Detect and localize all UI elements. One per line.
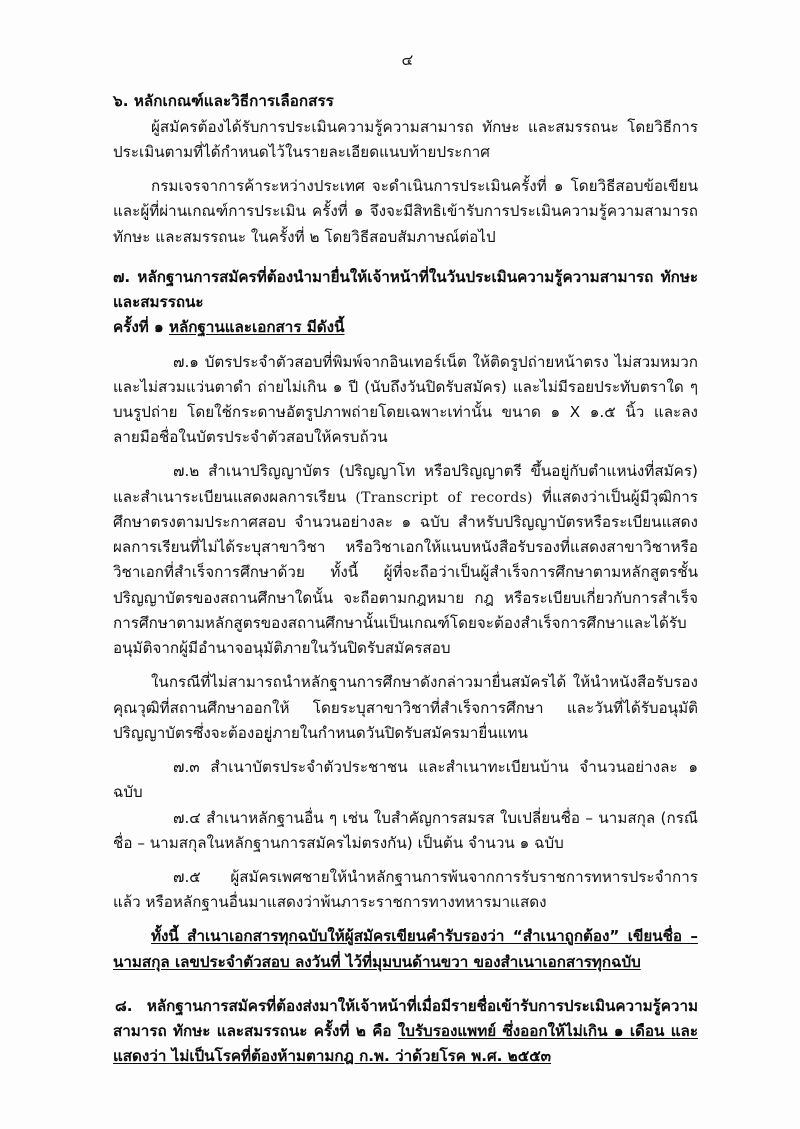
section-7-heading-prefix: ครั้งที่ ๑ [113,318,169,337]
section-7-item-7-2-note: ในกรณีที่ไม่สามารถนำหลักฐานการศึกษาดังกล่าวมายื่นสมัครได้ ให้นำหนังสือรับรองคุณวุฒิที่สถานศึกษาออกให้ โดยระบุสาขาวิชาที่สำเร็จการศึกษา และวันที่ได้รับอนุมัติปริญญาบัตรซึ่งจะต้องอยู่ภายในกำหนดวันปิดรับสมัครมายื่นแทน [113,673,698,742]
page-number: ๔ [401,51,414,69]
spacer [113,856,698,865]
section-7-heading-underlined: หลักฐานและเอกสาร มีดังนี้ [168,318,345,337]
item-7-2-text-part-1: ๗.๒ สำเนาปริญญาบัตร (ปริญญาโท หรือปริญญาตรี ขึ้นอยู่กับตำแหน่งที่สมัคร) และสำเนาระเบียนแสดงผลการเรียน [113,462,698,506]
item-7-2-transcript-label: (Transcript of records) [355,489,533,506]
section-7-heading-line-2 [113,315,698,340]
page-content [113,52,698,1070]
section-6-heading: ๖. หลักเกณฑ์และวิธีการเลือกสรร [113,92,334,111]
spacer [113,450,698,459]
section-7-item-7-2 [113,459,698,661]
spacer [113,165,698,174]
spacer [113,341,698,350]
section-7-item-7-4: ๗.๔ สำเนาหลักฐานอื่น ๆ เช่น ใบสำคัญการสมรส ใบเปลี่ยนชื่อ – นามสกุล (กรณีชื่อ – นามสกุลในหลักฐานการสมัครไม่ตรงกัน) เป็นต้น จำนวน ๑ ฉบับ [113,808,698,852]
section-8-heading [113,994,698,1070]
section-8-text-part-1: ๘. หลักฐานการสมัครที่ต้องส่งมาให้เจ้าหน้าที่เมื่อมีรายชื่อเข้ารับการประเมินความรู้ความสามารถ ทักษะ และสมรรถนะ ครั้งที่ ๒ คือ [113,996,698,1041]
emphasis-note-text: ทั้งนี้ สำเนาเอกสารทุกฉบับให้ผู้สมัครเขียนคำรับรองว่า “สำเนาถูกต้อง” เขียนชื่อ – นามสกุล เลขประจำตัวสอบ ลงวันที่ ไว้ที่มุมบนด้านขวา ของสำเนาเอกสารทุกฉบับ [113,927,698,971]
spacer [113,250,698,265]
item-7-2-text-part-2: ที่แสดงว่าเป็นผู้มีวุฒิการศึกษาตรงตามประกาศสอบ จำนวนอย่างละ ๑ ฉบับ สำหรับปริญญาบัตรหรือระเบียนแสดงผลการเรียนที่ไม่ได้ระบุสาขาวิชา หรือวิชาเอกให้แนบหนังสือรับรองที่แสดงสาขาวิชาหรือวิชาเอกที่สำเร็จการศึกษาด้วย ทั้งนี้ ผู้ที่จะถือว่าเป็นผู้สำเร็จการศึกษาตามหลักสูตรชั้นปริญญาบัตรของสถานศึกษาใดนั้น จะถือตามกฎหมาย กฎ หรือระเบียบเกี่ยวกับการสำเร็จการศึกษาตามหลักสูตรของสถานศึกษานั้นเป็นเกณฑ์โดยจะต้องสำเร็จการศึกษาและได้รับอนุมัติจากผู้มีอำนาจอนุมัติภายในวันปิดรับสมัครสอบ [113,487,698,658]
section-6-paragraph-2: กรมเจรจาการค้าระหว่างประเทศ จะดำเนินการประเมินครั้งที่ ๑ โดยวิธีสอบข้อเขียน และผู้ที่ผ่านเกณฑ์การประเมิน ครั้งที่ ๑ จึงจะมีสิทธิเข้ารับการประเมินความรู้ความสามารถ ทักษะ และสมรรถนะ ในครั้งที่ ๒ โดยวิธีสอบสัมภาษณ์ต่อไป [113,177,698,246]
spacer [113,746,698,755]
section-8-underlined-text: ใบรับรองแพทย์ ซึ่งออกให้ไม่เกิน ๑ เดือน และแสดงว่า ไม่เป็นโรคที่ต้องห้ามตามกฎ ก.พ. ว่าด้วยโรค พ.ศ. ๒๕๕๓ [113,1022,698,1066]
section-7-item-7-3: ๗.๓ สำเนาบัตรประจำตัวประชาชน และสำเนาทะเบียนบ้าน จำนวนอย่างละ ๑ ฉบับ [113,758,698,802]
spacer [113,975,698,994]
spacer [113,661,698,670]
section-7-item-7-1: ๗.๑ บัตรประจำตัวสอบที่พิมพ์จากอินเทอร์เน็ต ให้ติดรูปถ่ายหน้าตรง ไม่สวมหมวก และไม่สวมแว่นตาดำ ถ่ายไม่เกิน ๑ ปี (นับถึงวันปิดรับสมัคร) และไม่มีรอยประทับตราใด ๆ บนรูปถ่าย โดยใช้กระดาษอัตรูปภาพถ่ายโดยเฉพาะเท่านั้น ขนาด ๑ X ๑.๕ นิ้ว และลงลายมือชื่อในบัตรประจำตัวสอบให้ครบถ้วน [113,352,698,447]
section-7-heading-line-1: ๗. หลักฐานการสมัครที่ต้องนำมายื่นให้เจ้าหน้าที่ในวันประเมินความรู้ความสามารถ ทักษะ และสมรรถนะ [113,267,698,312]
spacer [113,915,698,924]
section-7-item-7-5: ๗.๕ ผู้สมัครเพศชายให้นำหลักฐานการพ้นจากการรับราชการทหารประจำการแล้ว หรือหลักฐานอื่นมาแสดงว่าพ้นภาระราชการทางทหารมาแสดง [113,868,698,912]
section-7-emphasis-note [113,924,698,974]
section-6-paragraph-1: ผู้สมัครต้องได้รับการประเมินความรู้ความสามารถ ทักษะ และสมรรถนะ โดยวิธีการประเมินตามที่ได้กำหนดไว้ในรายละเอียดแนบท้ายประกาศ [113,117,698,161]
